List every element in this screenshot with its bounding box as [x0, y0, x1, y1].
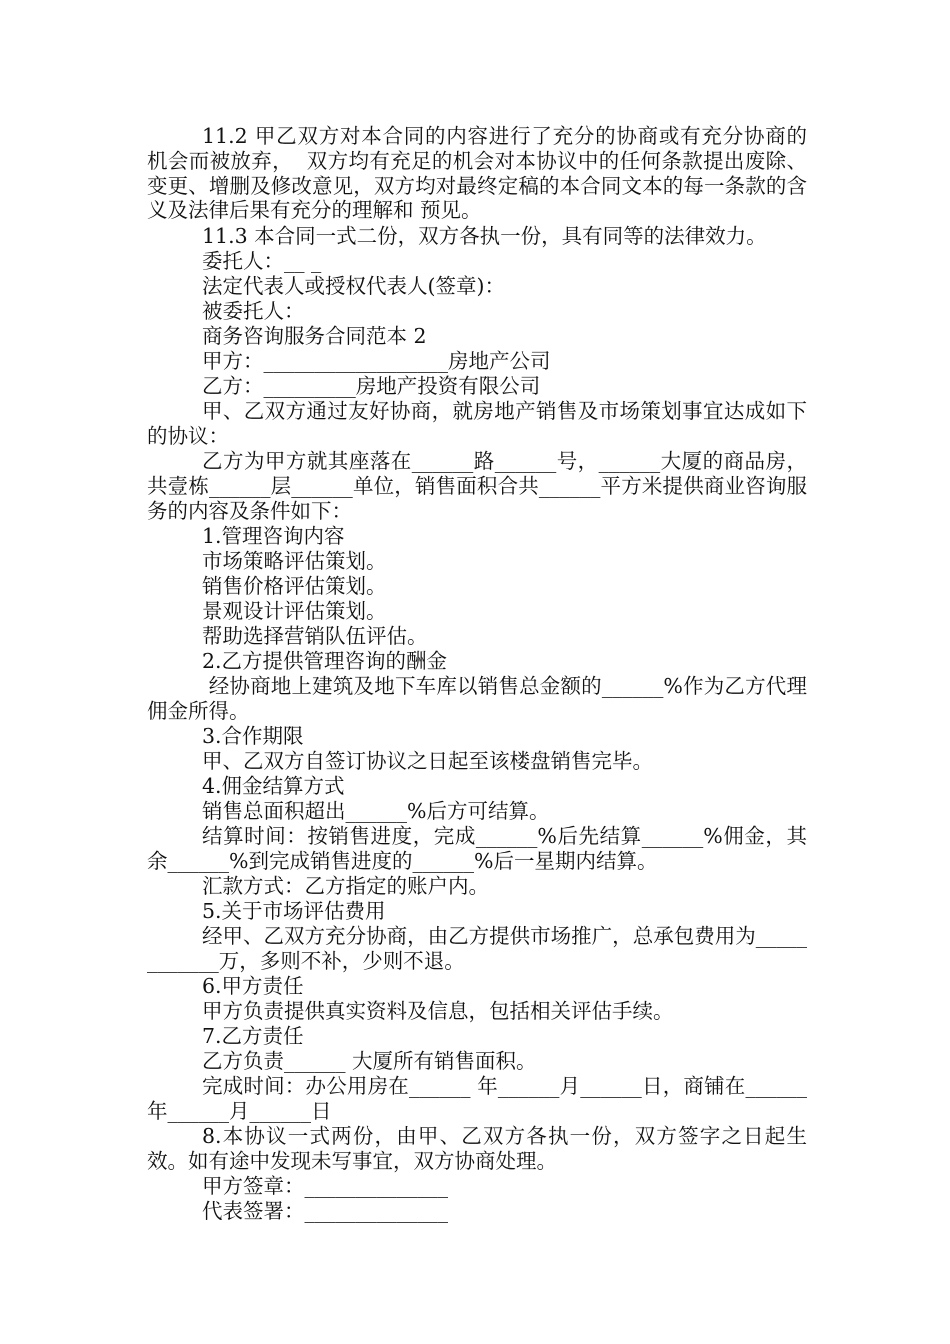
party-a-line: 甲方：__________________房地产公司: [202, 349, 551, 373]
section-2-heading: 2.乙方提供管理咨询的酬金: [202, 649, 448, 673]
section-4-item: 汇款方式：乙方指定的账户内。: [202, 874, 489, 898]
section-1-item: 景观设计评估策划。: [202, 599, 387, 623]
section-7-heading: 7.乙方责任: [202, 1024, 304, 1048]
section-1-item: 帮助选择营销队伍评估。: [202, 624, 428, 648]
section-5-body: 经甲、乙双方充分协商，由乙方提供市场推广，总承包费用为____________万，多则不补，少则不退。: [147, 924, 807, 973]
section-6-body: 甲方负责提供真实资料及信息，包括相关评估手续。: [202, 999, 674, 1023]
party-a-signature-line: 甲方签章：______________: [202, 1174, 448, 1198]
intro-paragraph: 甲、乙双方通过友好协商，就房地产销售及市场策划事宜达成如下的协议：: [147, 399, 807, 448]
section-3-body: 甲、乙双方自签订协议之日起至该楼盘销售完毕。: [202, 749, 653, 773]
trustee-line: 被委托人：: [202, 299, 305, 323]
party-b-line: 乙方：_________房地产投资有限公司: [202, 374, 541, 398]
section-1-item: 销售价格评估策划。: [202, 574, 387, 598]
section-4-item: 结算时间：按销售进度，完成______%后先结算______%佣金，其余______%到完成销售进度的______%后一星期内结算。: [147, 824, 807, 873]
contract-title-2: 商务咨询服务合同范本 2: [202, 324, 427, 348]
client-line: 委托人：__ _: [202, 249, 322, 273]
section-2-body: 经协商地上建筑及地下车库以销售总金额的______%作为乙方代理佣金所得。: [147, 674, 807, 723]
section-3-heading: 3.合作期限: [202, 724, 304, 748]
representative-signature-line: 代表签署：______________: [202, 1199, 448, 1223]
scope-paragraph: 乙方为甲方就其座落在______路______号，______大厦的商品房，共壹栋______层______单位，销售面积合共______平方米提供商业咨询服务的内容及条件如下：: [147, 449, 807, 523]
legal-rep-line: 法定代表人或授权代表人(签章)：: [202, 274, 505, 298]
section-8-body: 8.本协议一式两份，由甲、乙双方各执一份，双方签字之日起生效。如有途中发现未写事宜，双方协商处理。: [147, 1124, 807, 1173]
section-4-item: 销售总面积超出______%后方可结算。: [202, 799, 550, 823]
section-6-heading: 6.甲方责任: [202, 974, 304, 998]
clause-11-3: 11.3 本合同一式二份，双方各执一份，具有同等的法律效力。: [202, 224, 767, 248]
clause-11-2: 11.2 甲乙双方对本合同的内容进行了充分的协商或有充分协商的机会而被放弃， 双方均有充足的机会对本协议中的任何条款提出废除、变更、增删及修改意见，双方均对最终定稿的本合同文本的每一条款的含义及法律后果有充分的理解和 预见。: [147, 124, 807, 223]
section-5-heading: 5.关于市场评估费用: [202, 899, 386, 923]
section-4-heading: 4.佣金结算方式: [202, 774, 345, 798]
section-1-item: 市场策略评估策划。: [202, 549, 387, 573]
section-7-item: 完成时间：办公用房在______ 年______月______日，商铺在______年______月______日: [147, 1074, 807, 1123]
section-1-heading: 1.管理咨询内容: [202, 524, 345, 548]
section-7-item: 乙方负责______ 大厦所有销售面积。: [202, 1049, 537, 1073]
